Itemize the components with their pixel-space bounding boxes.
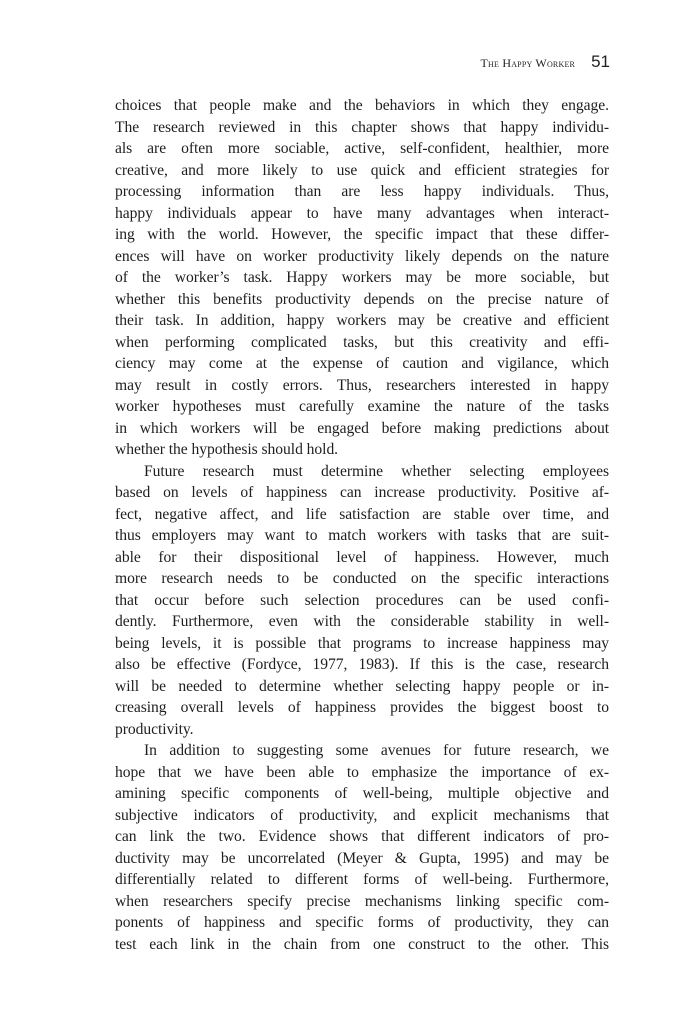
text-line: amining specific components of well-being, multiple objective and bbox=[115, 785, 609, 802]
text-line: happy individuals appear to have many advantages when interact- bbox=[115, 204, 609, 222]
text-line: will be needed to determine whether selecting happy people or in- bbox=[115, 677, 609, 695]
text-line: also be effective (Fordyce, 1977, 1983). If this is the case, research bbox=[115, 656, 609, 673]
text-line: fect, negative affect, and life satisfaction are stable over time, and bbox=[115, 505, 609, 523]
text-line: productivity. bbox=[115, 720, 194, 738]
text-line: als are often more sociable, active, self-confident, healthier, more bbox=[115, 140, 609, 157]
text-line: dently. Furthermore, even with the considerable stability in well- bbox=[115, 613, 609, 630]
text-line: In addition to suggesting some avenues for future research, we bbox=[144, 742, 609, 759]
running-head bbox=[481, 52, 610, 72]
text-line: Future research must determine whether selecting employees bbox=[144, 462, 609, 480]
text-line: in which workers will be engaged before making predictions about bbox=[115, 419, 609, 437]
text-line: subjective indicators of productivity, and explicit mechanisms that bbox=[115, 806, 609, 824]
text-line: more research needs to be conducted on the specific interactions bbox=[115, 570, 609, 587]
text-line: whether the hypothesis should hold. bbox=[115, 441, 339, 458]
text-line: worker hypotheses must carefully examine the nature of the tasks bbox=[115, 398, 609, 415]
text-line: whether this benefits productivity depends on the precise nature of bbox=[115, 290, 609, 308]
text-line: ences will have on worker productivity likely depends on the nature bbox=[115, 247, 609, 265]
text-line: creasing overall levels of happiness provides the biggest boost to bbox=[115, 699, 609, 716]
text-line: when performing complicated tasks, but this creativity and effi- bbox=[115, 333, 609, 351]
text-line: based on levels of happiness can increase productivity. Positive af- bbox=[115, 484, 609, 501]
text-line: when researchers specify precise mechanisms linking specific com- bbox=[115, 892, 609, 910]
text-line: thus employers may want to match workers with tasks that are suit- bbox=[115, 527, 609, 544]
text-line: The research reviewed in this chapter shows that happy individu- bbox=[115, 118, 609, 136]
text-line: differentially related to different forms of well-being. Furthermore, bbox=[115, 871, 609, 888]
text-line: ductivity may be uncorrelated (Meyer & Gupta, 1995) and may be bbox=[115, 849, 609, 867]
body-text bbox=[115, 95, 609, 955]
text-line: being levels, it is possible that programs to increase happiness may bbox=[115, 634, 609, 652]
text-line: creative, and more likely to use quick and efficient strategies for bbox=[115, 161, 609, 179]
text-line: can link the two. Evidence shows that different indicators of pro- bbox=[115, 828, 609, 845]
text-line: ing with the world. However, the specific impact that these differ- bbox=[115, 226, 609, 243]
running-title: The Happy Worker bbox=[480, 56, 576, 70]
text-line: choices that people make and the behaviors in which they engage. bbox=[115, 97, 609, 114]
page-number: 51 bbox=[591, 52, 610, 71]
text-line: ciency may come at the expense of caution and vigilance, which bbox=[115, 355, 609, 372]
text-line: their task. In addition, happy workers may be creative and efficient bbox=[115, 312, 609, 329]
text-line: ponents of happiness and specific forms of productivity, they can bbox=[115, 914, 609, 931]
text-line: able for their dispositional level of happiness. However, much bbox=[115, 548, 609, 566]
text-line: that occur before such selection procedures can be used confi- bbox=[115, 591, 609, 609]
text-line: of the worker’s task. Happy workers may be more sociable, but bbox=[115, 269, 609, 286]
text-line: hope that we have been able to emphasize the importance of ex- bbox=[115, 763, 609, 781]
text-line: may result in costly errors. Thus, researchers interested in happy bbox=[115, 376, 609, 394]
text-line: processing information than are less happy individuals. Thus, bbox=[115, 183, 609, 200]
text-line: test each link in the chain from one construct to the other. This bbox=[115, 935, 609, 953]
